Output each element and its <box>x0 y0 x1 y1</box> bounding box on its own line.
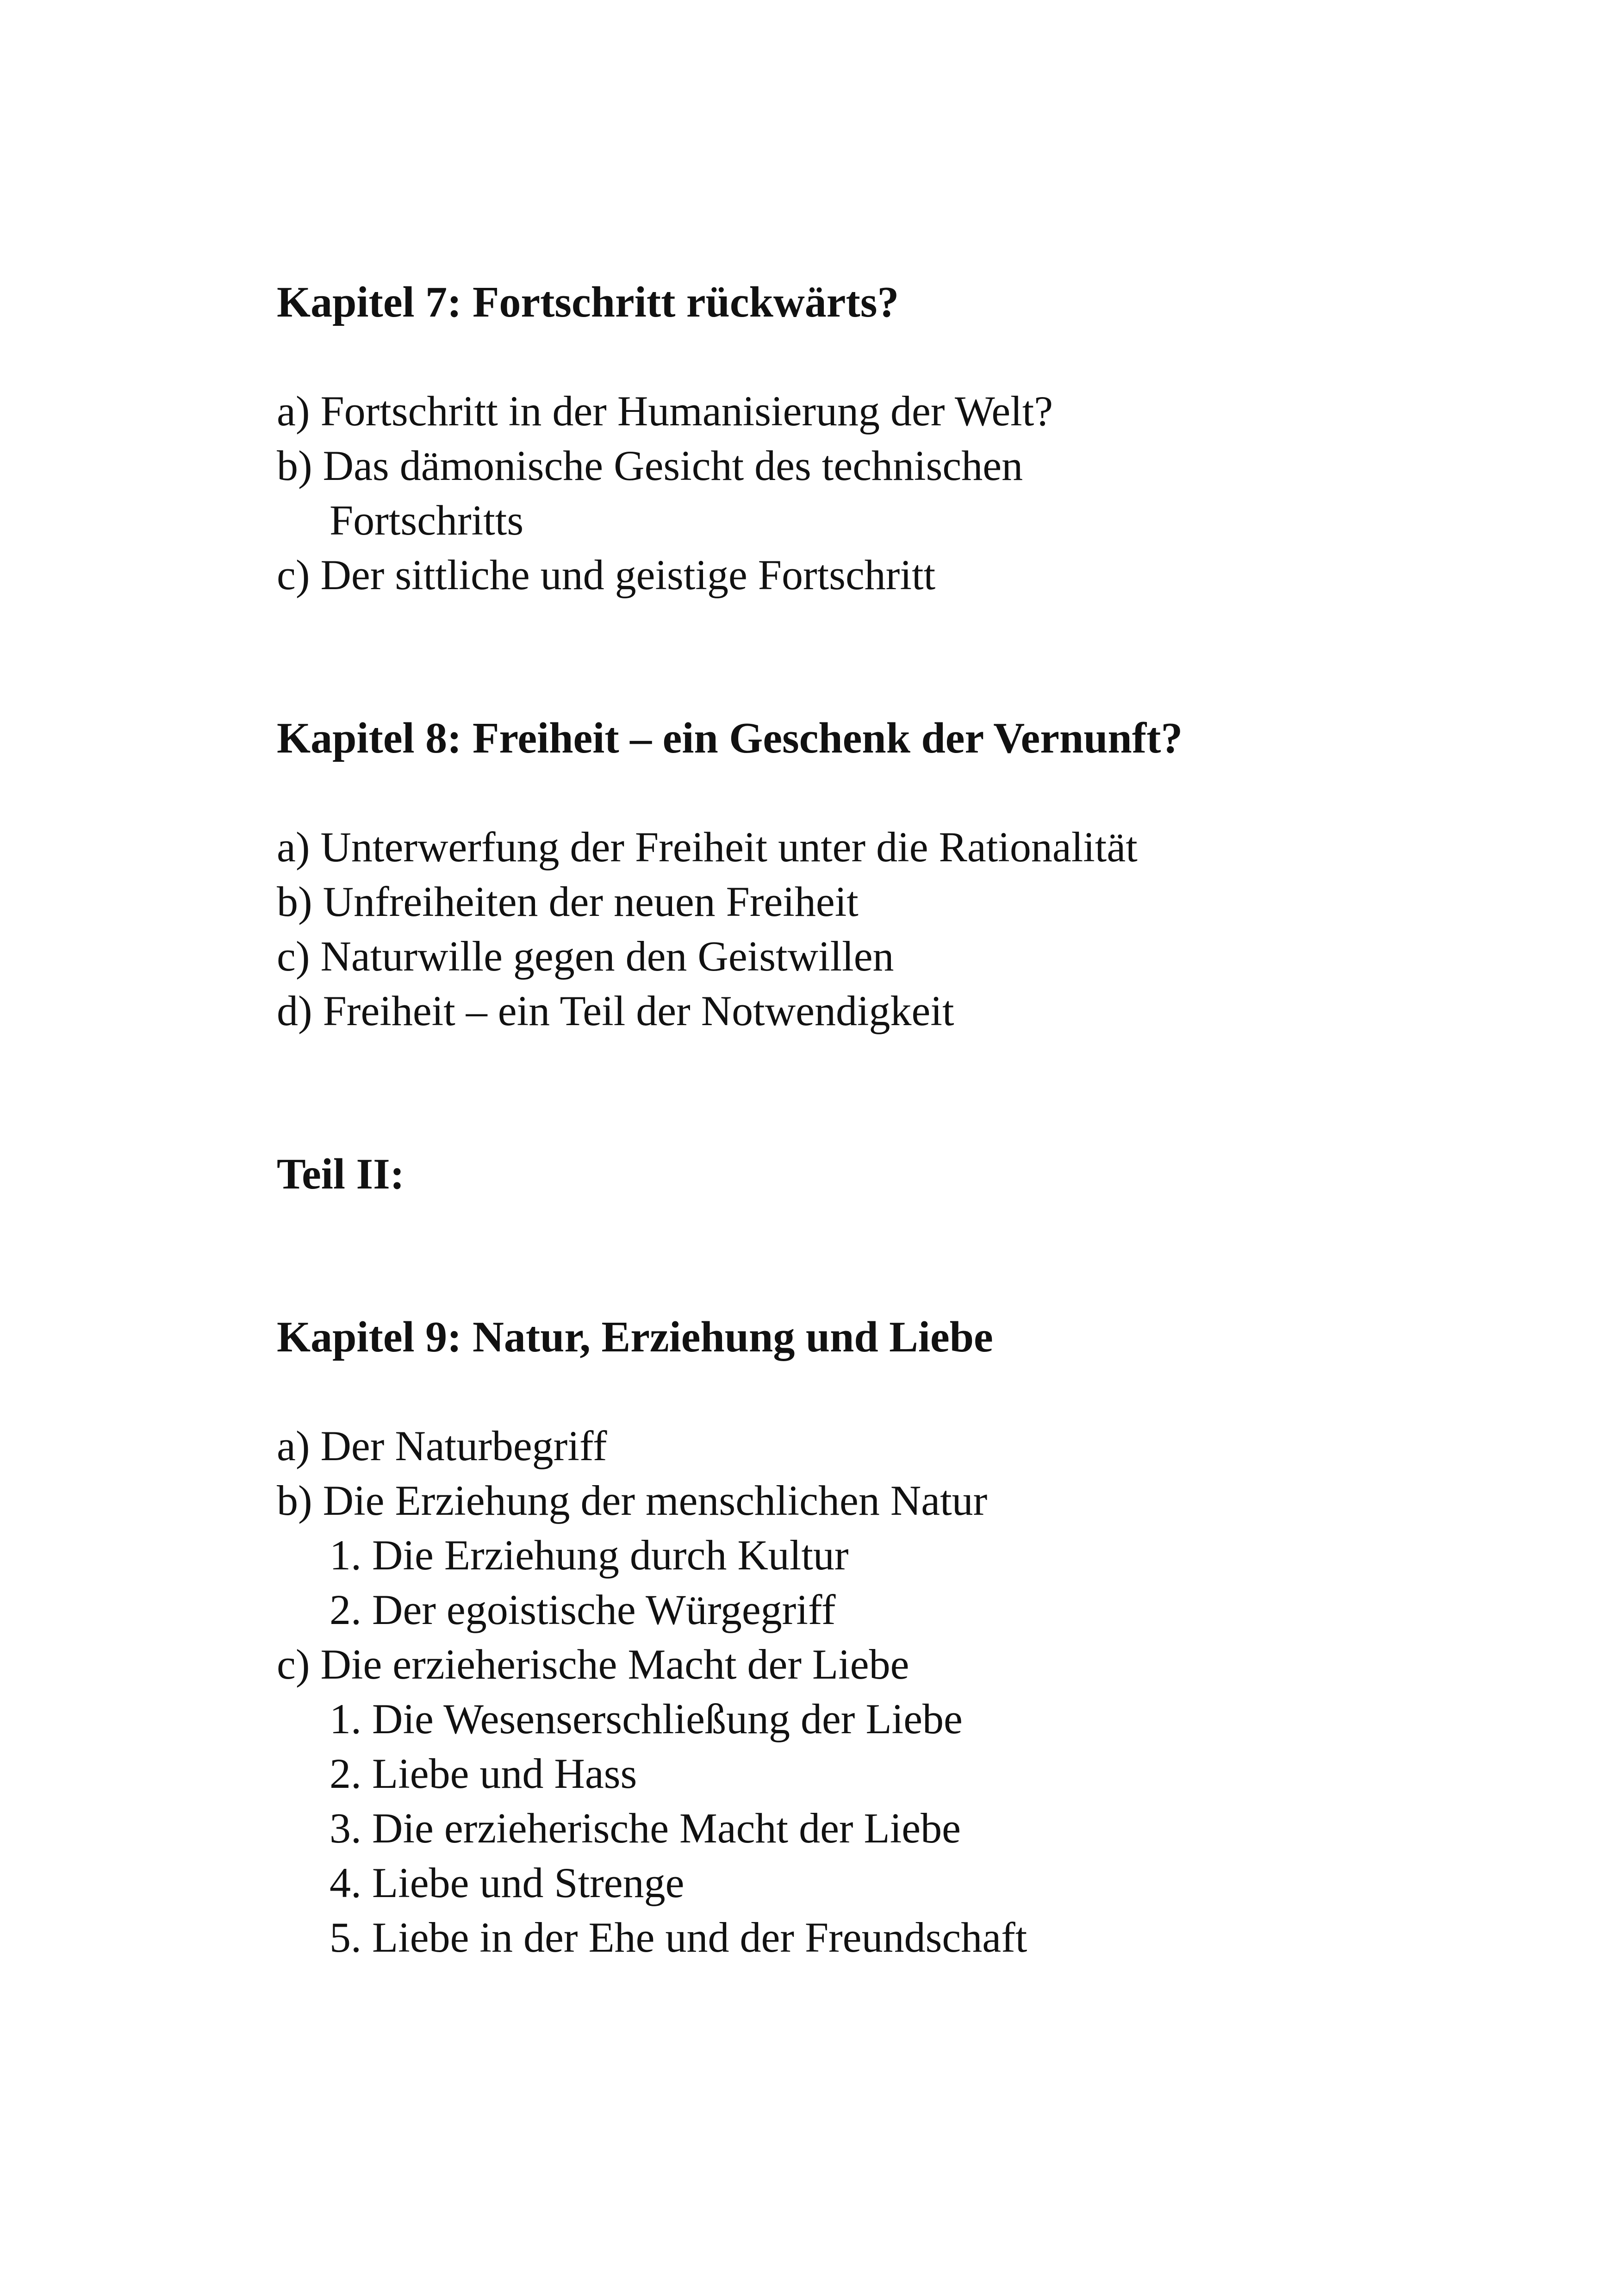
chapter-8-item-b: b) Unfreiheiten der neuen Freiheit <box>277 878 859 925</box>
chapter-9-item-b: b) Die Erziehung der menschlichen Natur <box>277 1477 988 1524</box>
chapter-8-item-c: c) Naturwille gegen den Geistwillen <box>277 933 894 980</box>
chapter-9-item-c-3: 3. Die erzieherische Macht der Liebe <box>330 1804 961 1852</box>
chapter-8-item-d: d) Freiheit – ein Teil der Notwendigkeit <box>277 987 954 1034</box>
chapter-7-item-b-continued: Fortschritts <box>330 497 524 544</box>
part-2-heading: Teil II: <box>277 1150 404 1198</box>
chapter-9-item-a: a) Der Naturbegriff <box>277 1422 607 1469</box>
chapter-9-item-b-1: 1. Die Erziehung durch Kultur <box>330 1531 849 1579</box>
chapter-9-item-b-2: 2. Der egoistische Würgegriff <box>330 1586 836 1633</box>
chapter-9-item-c-5: 5. Liebe in der Ehe und der Freundschaft <box>330 1914 1027 1961</box>
chapter-7-heading: Kapitel 7: Fortschritt rückwärts? <box>277 278 899 326</box>
chapter-9-item-c-4: 4. Liebe und Strenge <box>330 1859 685 1906</box>
chapter-8-heading: Kapitel 8: Freiheit – ein Geschenk der Vernunft? <box>277 714 1183 762</box>
chapter-9-item-c-1: 1. Die Wesenserschließung der Liebe <box>330 1695 963 1742</box>
chapter-7-item-a: a) Fortschritt in der Humanisierung der Welt? <box>277 387 1053 435</box>
chapter-9-heading: Kapitel 9: Natur, Erziehung und Liebe <box>277 1313 993 1361</box>
chapter-8-item-a: a) Unterwerfung der Freiheit unter die Rationalität <box>277 823 1138 871</box>
chapter-9-item-c-2: 2. Liebe und Hass <box>330 1750 637 1797</box>
chapter-7-item-b: b) Das dämonische Gesicht des technischen <box>277 442 1023 489</box>
chapter-9-item-c: c) Die erzieherische Macht der Liebe <box>277 1641 909 1688</box>
chapter-7-item-c: c) Der sittliche und geistige Fortschritt <box>277 551 936 598</box>
